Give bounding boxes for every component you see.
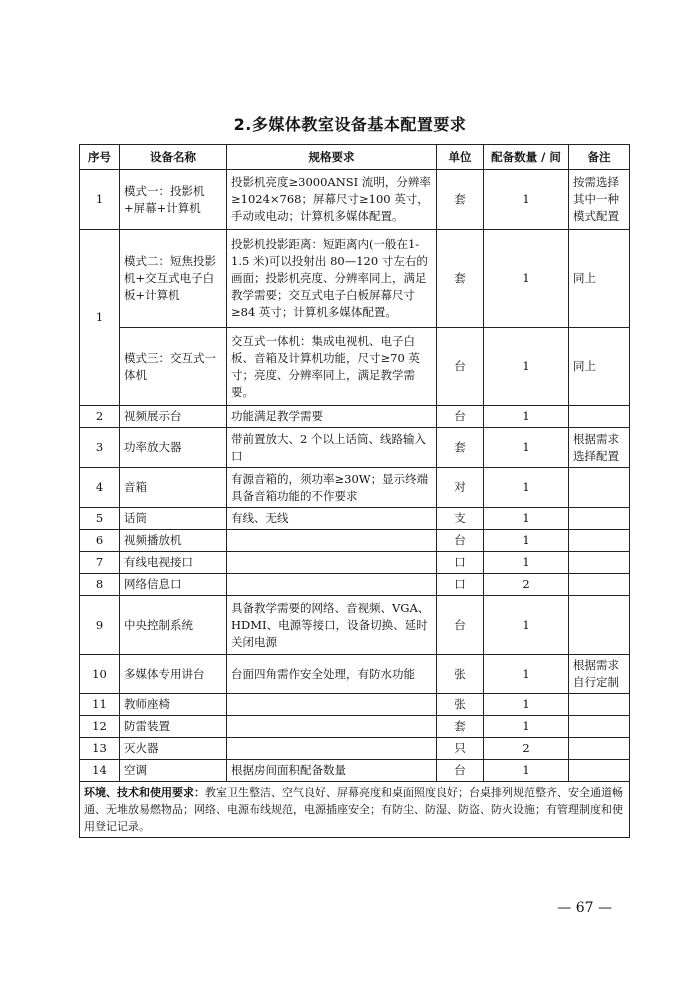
row-no: 3 <box>80 428 120 468</box>
table-row <box>80 574 630 596</box>
table-row <box>80 428 630 468</box>
row-qty: 1 <box>484 760 569 782</box>
header-spec: 规格要求 <box>227 145 437 170</box>
row-name: 网络信息口 <box>120 574 227 596</box>
row-note <box>569 738 630 760</box>
table-row <box>80 406 630 428</box>
row-no: 11 <box>80 694 120 716</box>
row-qty: 1 <box>484 230 569 328</box>
row-spec: 带前置放大、2 个以上话筒、线路输入口 <box>227 428 437 468</box>
row-name: 教师座椅 <box>120 694 227 716</box>
row-note: 同上 <box>569 328 630 406</box>
row-unit: 台 <box>437 760 484 782</box>
header-no: 序号 <box>80 145 120 170</box>
header-unit: 单位 <box>437 145 484 170</box>
table-row <box>80 655 630 694</box>
row-spec <box>227 694 437 716</box>
row-spec: 有线、无线 <box>227 508 437 530</box>
row-note <box>569 530 630 552</box>
row-no: 14 <box>80 760 120 782</box>
environment-label: 环境、技术和使用要求： <box>84 786 205 799</box>
row-note <box>569 508 630 530</box>
row-spec: 台面四角需作安全处理，有防水功能 <box>227 655 437 694</box>
row-note <box>569 574 630 596</box>
row-spec <box>227 574 437 596</box>
table-header-row <box>80 145 630 170</box>
row-qty: 1 <box>484 170 569 230</box>
environment-requirements <box>80 782 630 838</box>
table-row <box>80 694 630 716</box>
table-row <box>80 508 630 530</box>
page-number: — 67 — <box>557 900 612 916</box>
row-note <box>569 552 630 574</box>
table-row <box>80 738 630 760</box>
row-name: 空调 <box>120 760 227 782</box>
row-spec: 根据房间面积配备数量 <box>227 760 437 782</box>
row-qty: 1 <box>484 596 569 655</box>
row-unit: 口 <box>437 574 484 596</box>
table-row <box>80 468 630 508</box>
row-name: 灭火器 <box>120 738 227 760</box>
row-qty: 1 <box>484 530 569 552</box>
row-name: 音箱 <box>120 468 227 508</box>
row-qty: 1 <box>484 406 569 428</box>
table-row <box>80 328 630 406</box>
row-name: 模式三：交互式一体机 <box>120 328 227 406</box>
row-qty: 1 <box>484 428 569 468</box>
row-note <box>569 406 630 428</box>
row-unit: 张 <box>437 655 484 694</box>
environment-row <box>80 782 630 838</box>
row-qty: 2 <box>484 574 569 596</box>
row-no: 9 <box>80 596 120 655</box>
table-row <box>80 716 630 738</box>
header-qty: 配备数量 / 间 <box>484 145 569 170</box>
row-unit: 台 <box>437 406 484 428</box>
row-unit: 张 <box>437 694 484 716</box>
row-unit: 台 <box>437 596 484 655</box>
row-no: 5 <box>80 508 120 530</box>
row-no: 1 <box>80 230 120 406</box>
row-name: 中央控制系统 <box>120 596 227 655</box>
row-name: 模式二：短焦投影机+交互式电子白板+计算机 <box>120 230 227 328</box>
row-qty: 1 <box>484 468 569 508</box>
equipment-table <box>79 144 630 838</box>
header-name: 设备名称 <box>120 145 227 170</box>
row-qty: 1 <box>484 694 569 716</box>
row-spec: 交互式一体机：集成电视机、电子白板、音箱及计算机功能，尺寸≥70 英寸；亮度、分辨率同上，满足教学需要。 <box>227 328 437 406</box>
row-qty: 1 <box>484 508 569 530</box>
table-row <box>80 760 630 782</box>
row-no: 1 <box>80 170 120 230</box>
table-row <box>80 530 630 552</box>
row-spec: 投影机亮度≥3000ANSI 流明，分辨率≥1024×768；屏幕尺寸≥100 英寸，手动或电动；计算机多媒体配置。 <box>227 170 437 230</box>
row-no: 6 <box>80 530 120 552</box>
row-no: 7 <box>80 552 120 574</box>
row-name: 话筒 <box>120 508 227 530</box>
row-qty: 1 <box>484 716 569 738</box>
page-title: 2.多媒体教室设备基本配置要求 <box>233 115 467 134</box>
row-no: 12 <box>80 716 120 738</box>
row-spec: 投影机投影距离：短距离内(一般在1-1.5 米)可以投射出 80—120 寸左右的画面；投影机亮度、分辨率同上，满足教学需要；交互式电子白板屏幕尺寸≥84 英寸；计算机多媒体配置。 <box>227 230 437 328</box>
row-note: 根据需求选择配置 <box>569 428 630 468</box>
row-spec <box>227 552 437 574</box>
table-row <box>80 170 630 230</box>
row-name: 防雷装置 <box>120 716 227 738</box>
row-unit: 台 <box>437 328 484 406</box>
table-row <box>80 230 630 328</box>
row-name: 视频展示台 <box>120 406 227 428</box>
row-qty: 1 <box>484 655 569 694</box>
row-no: 13 <box>80 738 120 760</box>
row-qty: 1 <box>484 328 569 406</box>
row-spec: 有源音箱的，须功率≥30W；显示终端具备音箱功能的不作要求 <box>227 468 437 508</box>
row-unit: 套 <box>437 230 484 328</box>
row-unit: 支 <box>437 508 484 530</box>
row-note: 按需选择其中一种模式配置 <box>569 170 630 230</box>
row-name: 视频播放机 <box>120 530 227 552</box>
row-unit: 套 <box>437 170 484 230</box>
row-qty: 1 <box>484 552 569 574</box>
table-row <box>80 596 630 655</box>
row-name: 模式一：投影机+屏幕+计算机 <box>120 170 227 230</box>
row-name: 有线电视接口 <box>120 552 227 574</box>
environment-text: 教室卫生整洁、空气良好、屏幕亮度和桌面照度良好；台桌排列规范整齐、安全通道畅通、无堆放易燃物品；网络、电源布线规范，电源插座安全；有防尘、防湿、防盗、防火设施；有管理制度和使用登记记录。 <box>84 786 623 833</box>
row-unit: 台 <box>437 530 484 552</box>
row-note <box>569 596 630 655</box>
row-spec <box>227 530 437 552</box>
row-name: 多媒体专用讲台 <box>120 655 227 694</box>
row-note: 根据需求自行定制 <box>569 655 630 694</box>
row-note <box>569 694 630 716</box>
row-qty: 2 <box>484 738 569 760</box>
row-no: 4 <box>80 468 120 508</box>
row-name: 功率放大器 <box>120 428 227 468</box>
row-spec: 具备教学需要的网络、音视频、VGA、HDMI、电源等接口，设备切换、延时关闭电源 <box>227 596 437 655</box>
row-unit: 套 <box>437 428 484 468</box>
row-spec <box>227 738 437 760</box>
row-spec <box>227 716 437 738</box>
row-no: 2 <box>80 406 120 428</box>
row-unit: 套 <box>437 716 484 738</box>
row-spec: 功能满足教学需要 <box>227 406 437 428</box>
row-note <box>569 716 630 738</box>
row-note <box>569 760 630 782</box>
row-note: 同上 <box>569 230 630 328</box>
row-unit: 对 <box>437 468 484 508</box>
row-no: 10 <box>80 655 120 694</box>
row-unit: 口 <box>437 552 484 574</box>
row-unit: 只 <box>437 738 484 760</box>
row-note <box>569 468 630 508</box>
header-note: 备注 <box>569 145 630 170</box>
table-row <box>80 552 630 574</box>
row-no: 8 <box>80 574 120 596</box>
